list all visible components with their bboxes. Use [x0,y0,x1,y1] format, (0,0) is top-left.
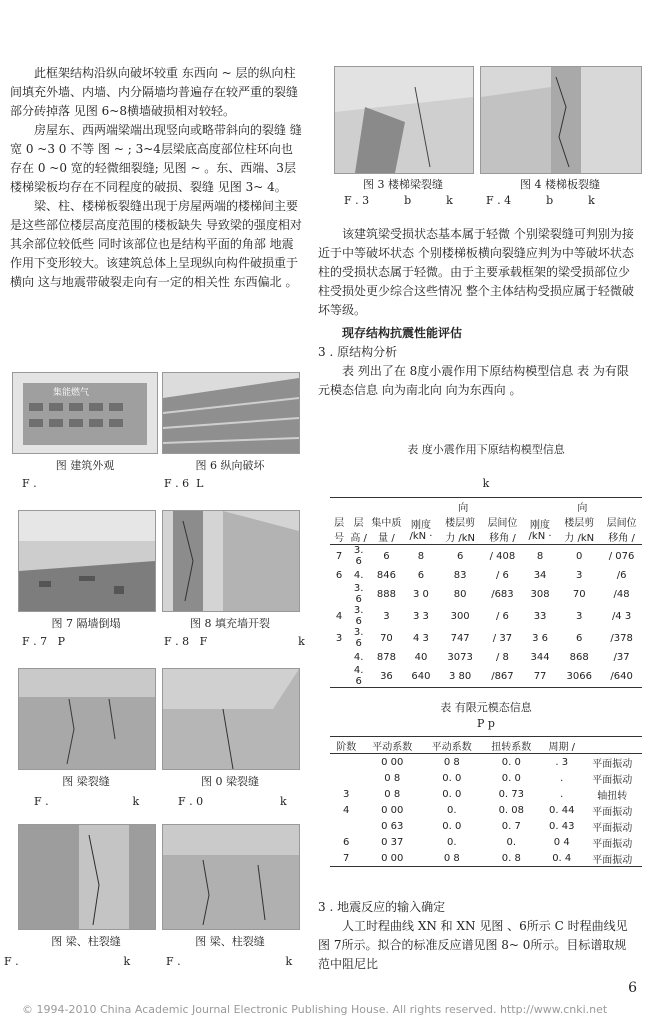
table1-cell: 3 0 [413,588,429,600]
table2-cell: . [560,772,564,784]
table1-cell: /48 [613,588,630,600]
table1-cell: 3 3 [413,610,429,622]
photo-building-exterior [12,372,158,454]
table1-cell: /6 [616,569,627,581]
table1-cell: 3073 [447,651,473,663]
table1-header-cell: 刚度 /kN · [523,514,557,545]
table2-cell: 0 00 [381,756,404,768]
table2-cell: 0. 73 [498,788,525,800]
table2-cell: 平面振动 [592,774,633,786]
caption-fig5-en: F . [22,477,37,490]
table2-cell: . [560,788,564,800]
table1-cell: 3 [576,569,583,581]
table1-cell: /37 [613,651,630,663]
caption-fig11-en: F . k [4,955,131,968]
table1-cell: 4 [335,610,343,622]
table1-cell: 8 [536,550,544,562]
table2-caption: 表 有限元模态信息 [440,701,532,714]
table1-cell: 3. 6 [353,583,364,605]
table-row [330,802,642,818]
table1-cell: 33 [533,610,547,622]
table2-cell [330,770,362,786]
table1-cell: 846 [376,569,396,581]
table1-cell: 747 [450,632,470,644]
section-heading-seismic-assessment: 现存结构抗震性能评估 [342,326,463,340]
table1-cell: 8 [417,550,425,562]
right-column [318,225,638,400]
table2-cell: 0 00 [381,804,404,816]
left-paragraph-1: 此框架结构沿纵向破坏较重 东西向 ~ 层的纵向柱间填充外墙、内墙、内分隔墙均普遍存在较严重的裂缝 部分砖掉落 见图 6~8横墙破损相对较轻。 [10,66,299,118]
table2-cell: 0. 0 [501,756,521,768]
table1-cell: 3 [335,632,343,644]
table2-header-cell: 平动系数 [362,737,422,754]
caption-fig8-cn: 图 8 填充墙开裂 [190,617,270,630]
table2-header-cell: 扭转系数 [482,737,542,754]
table2-header-cell: 阶数 [330,737,362,754]
table1-cell: 36 [369,665,404,688]
building-sign-text: 集能燃气 [53,388,90,398]
table1-cell: / 6 [495,610,509,622]
caption-fig10-en: F . 0 k [178,795,287,808]
table2-cell: 0. 0 [442,772,462,784]
table1-cell: 888 [376,588,396,600]
table2-cell: 平面振动 [582,850,642,867]
table1-cell: 4 3 [413,632,429,644]
table-row [330,627,642,649]
table1-cell: 3 [576,610,583,622]
table2-cell: 0. 44 [549,804,575,816]
table2-cell: 平面振动 [592,806,633,818]
table-modal-info [330,736,642,867]
table1-cell: 40 [414,651,428,663]
table1-cell: 640 [404,665,438,688]
caption-fig11-cn: 图 梁、柱裂缝 [51,935,121,948]
caption-fig7-cn: 图 7 隔墙倒塌 [51,617,121,630]
caption-fig10-cn: 图 0 梁裂缝 [201,775,259,788]
photo-beam-column-crack-b [162,824,300,930]
table-row [330,665,642,688]
table2-cell: 0. 7 [501,820,521,832]
table1-header-cell: 集中质量 / [369,514,404,545]
table-row [330,770,642,786]
table-row [330,754,642,771]
table1-cell: 3066 [557,665,601,688]
caption-fig6-cn: 图 6 纵向破坏 [195,459,265,472]
table1-cell: 300 [450,610,470,622]
table2-cell: 平面振动 [592,838,633,850]
table1-header-cell: 层间位移角 / [601,514,642,545]
right-paragraph-3: 人工时程曲线 XN 和 XN 见图 、6所示 C 时程曲线见图 7所示。拟合的标准反应谱见图 8~ 0所示。目标谱取规范中阻尼比 [318,919,628,971]
table1-cell: 3. 6 [353,605,364,627]
left-paragraph-3: 梁、柱、楼梯板裂缝出现于房屋两端的楼梯间主要是这些部位楼层高度范围的楼板缺失 导致梁的强度相对其余部位较低些 同时该部位也是结构平面的角部 地震作用下变形较大。该建筑总体上呈现纵向构件破损重于横向 这与地震带破裂走向有一定的相关性 东西偏北 。 [10,199,302,289]
table2-cell: 0. 0 [501,772,521,784]
table2-cell: 0. 8 [482,850,542,867]
table1-cell: 308 [530,588,550,600]
table1-cell: 3 6 [532,632,548,644]
table2-cell: 平面振动 [592,758,633,770]
photo-beam-crack-b [162,668,300,770]
photo-partition-collapse [18,510,156,612]
table2-cell: 0 8 [422,850,482,867]
table1-cell [330,583,348,605]
table2-cell: 6 [343,836,350,848]
table1-cell: 6 [383,550,390,562]
table2-cell: 0. [446,836,457,848]
table1-cell: 83 [453,569,467,581]
caption-fig6-en: F . 6 L [164,477,204,490]
table2-header-cell: 平动系数 [422,737,482,754]
table2-cell [330,818,362,834]
table1-header-blank [330,498,404,515]
table1-cell: 70 [380,632,393,644]
table-row [330,605,642,627]
section-heading-input: 3 . 地震反应的输入确定 [318,900,446,914]
table2-caption-en: P p [477,717,495,730]
table1-cell: 34 [533,569,547,581]
table2-cell: 0 00 [362,850,422,867]
caption-fig7-en: F . 7 P [22,635,66,648]
table1-cell: / 8 [495,651,509,663]
table2-cell: 0 8 [384,772,401,784]
table2-cell: 0. 43 [549,820,575,832]
table2-cell: 轴扭转 [597,790,628,802]
photo-infill-wall-crack [162,510,300,612]
table1-cell: 4. [353,651,364,663]
table2-cell: 0. 4 [541,850,582,867]
table1-cell: 3 80 [438,665,482,688]
table1-cell: /378 [610,632,633,644]
caption-fig3-cn: 图 3 楼梯梁裂缝 [363,178,443,191]
table1-header-cell: 楼层剪力 /kN [438,514,482,545]
table2-cell: 3 [343,788,350,800]
table1-cell: /4 3 [611,610,632,622]
table1-header-cell: 层间位移角 / [482,514,523,545]
table1-header-cell: 层号 [330,514,348,545]
table1-cell: 6 [576,632,583,644]
caption-fig12-en: F . k [166,955,293,968]
table-row [330,583,642,605]
table1-cell: 3. 6 [353,545,364,567]
table2-cell [330,754,362,771]
table-row [330,649,642,665]
table2-cell: 4 [343,804,350,816]
table-row [330,850,642,867]
table2-cell: 0. [506,836,517,848]
table1-cell: 3 [383,610,390,622]
caption-fig9-en: F . k [34,795,140,808]
table1-cell: 6 [456,550,464,562]
table-row [330,834,642,850]
caption-fig4-cn: 图 4 楼梯板裂缝 [520,178,600,191]
table2-cell: 0 37 [381,836,404,848]
table2-cell: . 3 [555,756,569,768]
table1-cell: 4. 6 [348,665,369,688]
table2-cell: 0 8 [384,788,401,800]
table1-header-cell: 层高 / [348,514,369,545]
table2-cell: 0. 0 [442,820,462,832]
right-paragraph-1: 该建筑梁受损状态基本属于轻微 个别梁裂缝可判别为接近于中等破坏状态 个别楼梯板横向裂缝应判为中等破坏状态 柱的受损状态属于轻微。由于主要承载框架的梁受损部位少 柱受损处更少综合这些情况 整个主体结构受损应属于轻微破坏等级。 [318,227,634,317]
photo-beam-crack-a [18,668,156,770]
table2-cell: 0 4 [553,836,570,848]
table2-cell: 0 8 [443,756,460,768]
left-column [10,64,302,292]
table1-cell: 0 [576,550,583,562]
caption-fig12-cn: 图 梁、柱裂缝 [195,935,265,948]
caption-fig4-en: F . 4 b k [486,194,595,207]
table1-cell: 80 [453,588,467,600]
table1-group-y: 向 [523,498,642,515]
table-model-info [330,497,642,688]
table1-cell: 868 [569,651,589,663]
table2-cell: 0. 08 [498,804,525,816]
photo-stair-beam-crack [334,66,474,174]
table1-cell: 6 [417,569,425,581]
table1-cell: 4. [353,569,364,581]
table1-cell: 7 [335,550,343,562]
table1-cell: / 408 [489,550,516,562]
table1-cell: / 076 [608,550,635,562]
table1-cell [330,649,348,665]
table1-cell: 6 [335,569,343,581]
table-row [330,567,642,583]
copyright-footer: © 1994-2010 China Academic Journal Electronic Publishing House. All rights reserved. http://www.cnki.net [22,1003,608,1016]
table1-cell: 344 [530,651,550,663]
table2-cell: 0. [446,804,457,816]
table1-cell: /683 [491,588,514,600]
table1-cell: /640 [601,665,642,688]
table-row [330,786,642,802]
table-row [330,545,642,568]
table2-cell: 7 [330,850,362,867]
table1-cell [330,665,348,688]
table1-cell: 878 [376,651,396,663]
table1-cell: / 37 [492,632,513,644]
table1-cell: 70 [572,588,586,600]
photo-longitudinal-damage [162,372,300,454]
table1-header-cell: 刚度 /kN · [404,514,438,545]
caption-fig5-cn: 图 建筑外观 [55,459,115,472]
table1-header-cell: 楼层剪力 /kN [557,514,601,545]
right-bottom-text [318,898,638,974]
table2-cell: 0. 0 [442,788,462,800]
photo-stair-slab-crack [480,66,642,174]
table2-header-cell: 周期 / [541,737,582,754]
table1-cell: 3. 6 [353,627,364,649]
table1-cell: 77 [523,665,557,688]
table2-header-cell [582,737,642,754]
caption-fig9-cn: 图 梁裂缝 [62,775,110,788]
caption-fig8-en: F . 8 F k [164,635,305,648]
table1-caption-en: k [482,477,490,490]
right-paragraph-2: 表 列出了在 8度小震作用下原结构模型信息 表 为有限元模态信息 向为南北向 向为东西向 。 [318,364,629,397]
table2-cell: 平面振动 [592,822,633,834]
page-number: 6 [628,980,637,996]
table-row [330,818,642,834]
photo-beam-column-crack-a [18,824,156,930]
table1-cell: / 6 [495,569,509,581]
table2-cell: 0 63 [381,820,404,832]
table1-caption: 表 度小震作用下原结构模型信息 [407,443,565,456]
table1-cell: /867 [482,665,523,688]
left-paragraph-2: 房屋东、西两端梁端出现竖向或略带斜向的裂缝 缝宽 0 ~3 0 不等 图 ~ ; 3~4层梁底高度部位柱环向也存在 0 ~0 宽的轻微细裂缝; 见图 ~ 。东、西端、3层楼梯梁板均存在不同程度的破损、裂缝 见图 3~ 4。 [10,123,302,194]
section-heading-original-structure: 3 . 原结构分析 [318,345,398,359]
caption-fig3-en: F . 3 b k [344,194,453,207]
table1-group-x: 向 [404,498,523,515]
